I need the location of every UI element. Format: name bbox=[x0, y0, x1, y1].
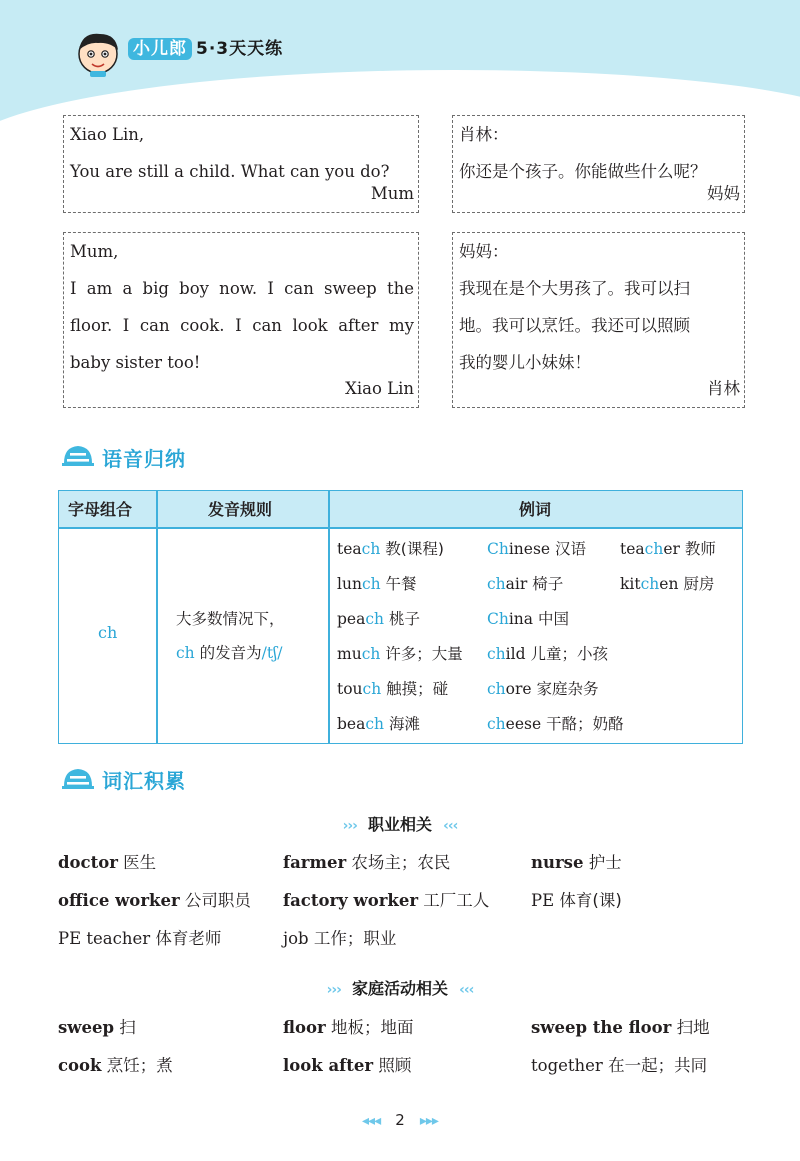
body-line: 你还是个孩子。你能做些什么呢？ bbox=[459, 162, 707, 181]
salutation: Xiao Lin, bbox=[70, 125, 145, 144]
group-title: 职业相关 bbox=[367, 815, 432, 834]
example-word bbox=[337, 677, 448, 699]
vocab-meaning: 扫 bbox=[119, 1018, 136, 1037]
example-part: kit bbox=[620, 575, 641, 593]
vocab-word: PE bbox=[531, 891, 555, 910]
example-highlight: ch bbox=[487, 680, 506, 698]
example-meaning: 汉语 bbox=[555, 540, 587, 558]
body-line: You are still a child. What can you do? bbox=[70, 162, 390, 181]
example-word bbox=[337, 572, 417, 594]
signature: 妈妈 bbox=[707, 184, 740, 203]
example-highlight: ch bbox=[365, 610, 385, 628]
left-arrows-icon: ‹‹‹ bbox=[459, 982, 474, 998]
vocab-meaning: 烹饪；煮 bbox=[106, 1056, 173, 1075]
page-number: 2 bbox=[395, 1111, 405, 1129]
vocab-word: nurse bbox=[531, 853, 584, 872]
example-part: air bbox=[505, 575, 528, 593]
example-highlight: ch bbox=[487, 715, 506, 733]
example-meaning: 许多；大量 bbox=[385, 645, 463, 663]
vocab-word: farmer bbox=[283, 853, 347, 872]
vocab-word: factory worker bbox=[283, 891, 419, 910]
boy-mascot-icon bbox=[72, 28, 124, 78]
example-highlight: ch bbox=[361, 540, 381, 558]
dialogue-en-2 bbox=[63, 232, 419, 408]
page-footer bbox=[0, 1110, 800, 1129]
vocab-word: cook bbox=[58, 1056, 102, 1075]
example-word bbox=[620, 537, 716, 559]
example-part: er bbox=[663, 540, 680, 558]
example-highlight: ch bbox=[644, 540, 664, 558]
example-word bbox=[487, 642, 608, 664]
example-part: eese bbox=[505, 715, 542, 733]
example-meaning: 海滩 bbox=[388, 715, 420, 733]
example-word bbox=[620, 572, 714, 594]
example-highlight: ch bbox=[487, 645, 506, 663]
example-word bbox=[337, 607, 420, 629]
example-part: en bbox=[659, 575, 679, 593]
example-part: ore bbox=[505, 680, 532, 698]
body-line: 我的婴儿小妹妹！ bbox=[459, 353, 591, 372]
example-part: inese bbox=[508, 540, 551, 558]
vocab-item bbox=[58, 925, 221, 949]
vocab-item bbox=[58, 1014, 136, 1038]
vocab-item bbox=[283, 925, 396, 949]
vocab-word: floor bbox=[283, 1018, 326, 1037]
vocab-item bbox=[531, 1014, 710, 1038]
example-meaning: 触摸；碰 bbox=[386, 680, 449, 698]
vocab-meaning: 工作；职业 bbox=[313, 929, 397, 948]
example-highlight: ch bbox=[640, 575, 660, 593]
signature: 肖林 bbox=[707, 379, 740, 398]
section-title-phonics: 语音归纳 bbox=[102, 447, 186, 471]
vocab-meaning: 扫地 bbox=[676, 1018, 710, 1037]
example-meaning: 家庭杂务 bbox=[536, 680, 599, 698]
signature: Xiao Lin bbox=[345, 379, 414, 398]
example-meaning: 教师 bbox=[684, 540, 716, 558]
right-arrows-icon: ››› bbox=[326, 982, 341, 998]
vocab-meaning: 体育(课) bbox=[559, 891, 622, 910]
vocab-item bbox=[283, 1052, 411, 1076]
vocab-item bbox=[531, 887, 622, 911]
salutation: 肖林： bbox=[459, 125, 509, 144]
vocab-group-heading bbox=[0, 812, 800, 835]
example-meaning: 干酪；奶酪 bbox=[546, 715, 624, 733]
rule-highlight: ch bbox=[176, 644, 195, 662]
rule-ipa: /tʃ/ bbox=[261, 644, 283, 662]
example-meaning: 桃子 bbox=[388, 610, 420, 628]
vocab-item bbox=[283, 849, 450, 873]
brand-title bbox=[128, 34, 283, 59]
vocab-meaning: 体育老师 bbox=[155, 929, 222, 948]
vocab-meaning: 公司职员 bbox=[184, 891, 251, 910]
vocab-meaning: 地板；地面 bbox=[330, 1018, 414, 1037]
left-arrows-icon: ‹‹‹ bbox=[443, 818, 458, 834]
example-meaning: 中国 bbox=[537, 610, 569, 628]
section-title-vocab: 词汇积累 bbox=[102, 769, 186, 793]
vocab-meaning: 农场主；农民 bbox=[351, 853, 451, 872]
right-arrows-icon: ››› bbox=[342, 818, 357, 834]
signature: Mum bbox=[370, 184, 414, 203]
example-word bbox=[487, 537, 586, 559]
example-part: ina bbox=[508, 610, 534, 628]
vocab-group-heading bbox=[0, 976, 800, 999]
body-line: 我现在是个大男孩了。我可以扫 bbox=[459, 279, 690, 298]
vocab-meaning: 在一起；共同 bbox=[608, 1056, 708, 1075]
rule-line-2 bbox=[176, 641, 283, 663]
salutation: 妈妈： bbox=[459, 242, 509, 261]
vocab-word: look after bbox=[283, 1056, 374, 1075]
example-highlight: ch bbox=[362, 680, 382, 698]
example-meaning: 椅子 bbox=[532, 575, 564, 593]
section-two-icon bbox=[62, 766, 94, 790]
brand-cute: 小儿郎 bbox=[128, 38, 192, 60]
group-title: 家庭活动相关 bbox=[351, 979, 448, 998]
table-divider bbox=[328, 491, 330, 743]
vocab-item bbox=[283, 887, 489, 911]
example-part: tea bbox=[337, 540, 362, 558]
vocab-word: sweep bbox=[58, 1018, 115, 1037]
vocab-meaning: 医生 bbox=[123, 853, 157, 872]
body-line: baby sister too! bbox=[70, 353, 201, 372]
vocab-word: doctor bbox=[58, 853, 118, 872]
example-word bbox=[487, 607, 569, 629]
example-highlight: ch bbox=[487, 575, 506, 593]
body-line: 地。我可以烹饪。我还可以照顾 bbox=[459, 316, 690, 335]
vocab-word: office worker bbox=[58, 891, 180, 910]
vocab-meaning: 照顾 bbox=[378, 1056, 412, 1075]
rule-text: 的发音为 bbox=[194, 644, 262, 662]
vocab-word: job bbox=[283, 929, 309, 948]
body-line: I am a big boy now. I can sweep the bbox=[70, 279, 414, 298]
header-combo: 字母组合 bbox=[68, 500, 133, 519]
table-divider bbox=[59, 527, 742, 529]
example-word bbox=[487, 677, 599, 699]
vocab-item bbox=[283, 1014, 413, 1038]
example-highlight: ch bbox=[361, 575, 381, 593]
example-word bbox=[487, 712, 624, 734]
header-examples: 例词 bbox=[519, 500, 552, 519]
vocab-meaning: 护士 bbox=[588, 853, 622, 872]
example-part: mu bbox=[337, 645, 362, 663]
section-one-icon bbox=[62, 443, 94, 467]
example-part: ild bbox=[505, 645, 526, 663]
vocab-word: together bbox=[531, 1056, 603, 1075]
example-word bbox=[337, 537, 444, 559]
vocab-word: PE teacher bbox=[58, 929, 151, 948]
example-meaning: 厨房 bbox=[683, 575, 715, 593]
body-line: floor. I can cook. I can look after my bbox=[70, 316, 414, 335]
rule-line-1: 大多数情况下， bbox=[176, 610, 285, 628]
vocab-item bbox=[58, 1052, 173, 1076]
vocab-item bbox=[531, 849, 622, 873]
vocab-item bbox=[58, 887, 251, 911]
dialogue-cn-2 bbox=[452, 232, 745, 408]
right-arrows-icon: ▸▸▸ bbox=[419, 1113, 438, 1129]
example-word bbox=[337, 712, 420, 734]
example-part: bea bbox=[337, 715, 366, 733]
salutation: Mum, bbox=[70, 242, 119, 261]
example-part: tea bbox=[620, 540, 645, 558]
example-highlight: ch bbox=[361, 645, 381, 663]
example-word bbox=[337, 642, 463, 664]
example-meaning: 午餐 bbox=[385, 575, 417, 593]
left-arrows-icon: ◂◂◂ bbox=[362, 1113, 381, 1129]
example-meaning: 教(课程) bbox=[385, 540, 444, 558]
header-rule: 发音规则 bbox=[208, 500, 273, 519]
dialogue-cn-1 bbox=[452, 115, 745, 213]
dialogue-en-1 bbox=[63, 115, 419, 213]
example-part: tou bbox=[337, 680, 363, 698]
example-word bbox=[487, 572, 563, 594]
example-highlight: Ch bbox=[487, 610, 509, 628]
vocab-item bbox=[58, 849, 156, 873]
vocab-meaning: 工厂工人 bbox=[423, 891, 490, 910]
table-divider bbox=[156, 491, 158, 743]
letter-combo: ch bbox=[98, 623, 118, 642]
example-part: lun bbox=[337, 575, 362, 593]
example-highlight: Ch bbox=[487, 540, 509, 558]
example-meaning: 儿童；小孩 bbox=[530, 645, 608, 663]
vocab-word: sweep the floor bbox=[531, 1018, 672, 1037]
brand-rest: 5·3天天练 bbox=[196, 39, 284, 59]
vocab-item bbox=[531, 1052, 707, 1076]
example-part: pea bbox=[337, 610, 366, 628]
example-highlight: ch bbox=[365, 715, 385, 733]
